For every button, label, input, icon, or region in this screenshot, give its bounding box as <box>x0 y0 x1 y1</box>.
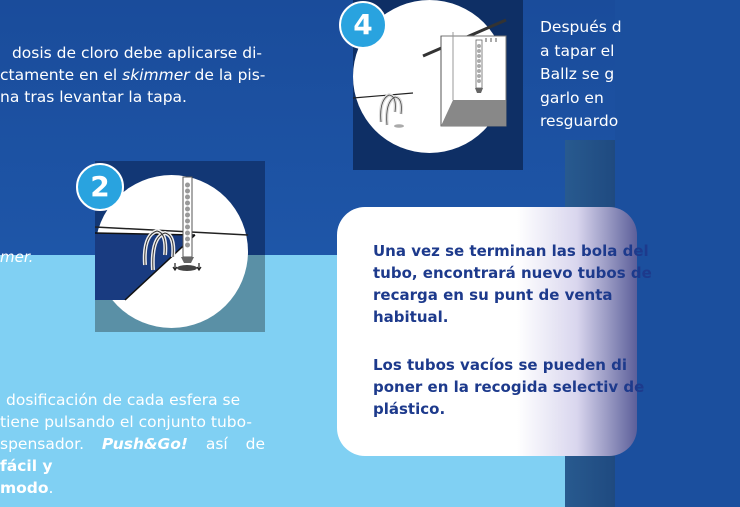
instruction-paragraph-3 <box>0 389 265 499</box>
step-4-badge: 4 <box>339 1 387 49</box>
para3-line2: tiene pulsando el conjunto tubo- <box>0 413 252 431</box>
para1-line2b: de la pis- <box>189 66 266 84</box>
step4-line4: garlo en <box>540 88 604 107</box>
step-2-badge: 2 <box>76 163 124 211</box>
push-go-text: Push&Go! <box>101 435 188 453</box>
para1-line1: dosis de cloro debe aplicarse di- <box>11 44 262 62</box>
info-card <box>337 207 652 456</box>
card-paragraph-1: Una vez se terminan las bola del tubo, encontrará nuevo tubos de recarga en su punt de venta habitual. <box>373 242 652 326</box>
para3-line1: dosificación de cada esfera se <box>6 391 241 409</box>
skimmer-word: skimmer <box>122 66 190 84</box>
step4-line2: a tapar el <box>540 41 615 60</box>
para1-line3: na tras levantar la tapa. <box>0 88 187 106</box>
modo-text: modo <box>0 479 49 497</box>
card-paragraph-2: Los tubos vacíos se pueden di poner en la recogida selectiv de plástico. <box>373 356 645 418</box>
step4-paragraph <box>540 16 740 134</box>
para3-line3a: spensador. <box>0 435 102 453</box>
step4-line1: Después d <box>540 18 622 36</box>
para3-line3b: así de <box>187 435 265 453</box>
para1-line2a: ctamente en el <box>0 66 123 84</box>
step4-line5: resguardo <box>540 112 619 130</box>
fragment-mer: mer. <box>0 248 34 266</box>
step4-line3: Ballz se g <box>540 65 615 83</box>
para3-dot: . <box>48 479 54 497</box>
instruction-paragraph-1 <box>0 42 270 108</box>
facil-text: fácil y <box>0 457 53 475</box>
